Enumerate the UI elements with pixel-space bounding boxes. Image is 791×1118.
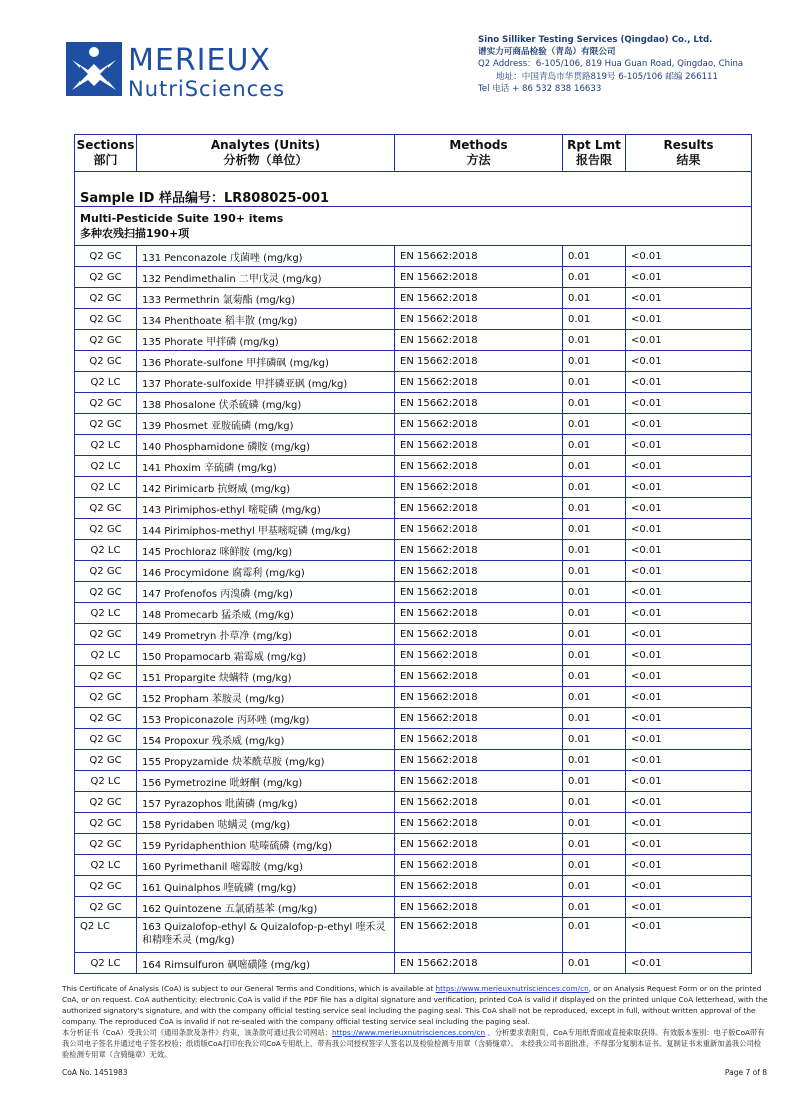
result-cell: <0.01: [626, 750, 752, 771]
table-row: [75, 645, 752, 666]
section-cell: Q2 LC: [75, 953, 137, 974]
table-row: [75, 288, 752, 309]
table-row: [75, 309, 752, 330]
table-row: [75, 750, 752, 771]
method-cell: EN 15662:2018: [395, 393, 563, 414]
section-cell: Q2 LC: [75, 435, 137, 456]
rpt-cell: 0.01: [563, 582, 626, 603]
method-cell: EN 15662:2018: [395, 288, 563, 309]
analyte-cell: 163 Quizalofop-ethyl & Quizalofop-p-ethyl 喹禾灵和精喹禾灵 (mg/kg): [137, 918, 395, 953]
analyte-cell: 132 Pendimethalin 二甲戊灵 (mg/kg): [137, 267, 395, 288]
table-row: [75, 393, 752, 414]
result-cell: <0.01: [626, 540, 752, 561]
method-cell: EN 15662:2018: [395, 561, 563, 582]
table-row: [75, 666, 752, 687]
analyte-cell: 134 Phenthoate 稻丰散 (mg/kg): [137, 309, 395, 330]
header-analytes: Analytes (Units) 分析物（单位）: [137, 135, 395, 172]
result-cell: <0.01: [626, 834, 752, 855]
analyte-cell: 137 Phorate-sulfoxide 甲拌磷亚砜 (mg/kg): [137, 372, 395, 393]
rpt-cell: 0.01: [563, 687, 626, 708]
result-cell: <0.01: [626, 792, 752, 813]
company-name-en: Sino Silliker Testing Services (Qingdao) Co., Ltd.: [478, 35, 713, 45]
rpt-cell: 0.01: [563, 498, 626, 519]
result-cell: <0.01: [626, 246, 752, 267]
table-row: [75, 456, 752, 477]
section-cell: Q2 LC: [75, 918, 137, 953]
section-cell: Q2 GC: [75, 330, 137, 351]
method-cell: EN 15662:2018: [395, 918, 563, 953]
disclaimer-cn-2: 、分析要求表附页、CoA专用纸背面或直接索取获得。有效版本鉴别：电子版CoA带有我公司电子签名并通过电子签名校验；纸质版CoA打印在我公司CoA专用纸上、带有我公司授权签字人签名以及检验检测专用章（含骑缝章）。 未经我公司书面批准，不得部分复制本证书。复制证书未重新加盖我公司检验检测专用章（含骑缝章）无效。: [62, 1028, 765, 1059]
method-cell: EN 15662:2018: [395, 953, 563, 974]
section-cell: Q2 LC: [75, 372, 137, 393]
table-row: [75, 414, 752, 435]
sample-id-row: [75, 172, 752, 207]
header-results: Results 结果: [626, 135, 752, 172]
table-row: [75, 876, 752, 897]
method-cell: EN 15662:2018: [395, 603, 563, 624]
section-cell: Q2 GC: [75, 309, 137, 330]
section-cell: Q2 LC: [75, 855, 137, 876]
terms-link-cn[interactable]: https://www.merieuxnutrisciences.com/cn: [331, 1028, 486, 1037]
coa-number: CoA No. 1451983: [62, 1068, 128, 1077]
result-cell: <0.01: [626, 624, 752, 645]
merieux-logo: [66, 40, 328, 100]
method-cell: EN 15662:2018: [395, 456, 563, 477]
table-row: [75, 953, 752, 974]
rpt-cell: 0.01: [563, 813, 626, 834]
result-cell: <0.01: [626, 666, 752, 687]
disclaimer-en-2: , or on Analysis Request Form or on the printed CoA, or on request. CoA authenticity: electronic CoA is valid if the PDF file has a digital signature and verification; printed CoA is valid if displayed on the printed unique CoA letterhead, with the authorized signatory's signature, and with the company official testing service seal including the paging seal. This CoA shall not be reproduced, except in full, without written approval of the company. The reproduced CoA is invalid if not re-sealed with the company official testing service seal including the paging seal.: [62, 984, 768, 1026]
method-cell: EN 15662:2018: [395, 771, 563, 792]
header-sections: Sections 部门: [75, 135, 137, 172]
analyte-cell: 149 Prometryn 扑草净 (mg/kg): [137, 624, 395, 645]
analyte-cell: 161 Quinalphos 喹硫磷 (mg/kg): [137, 876, 395, 897]
disclaimer-cn-1: 本分析证书（CoA）受我公司《通用条款及条件》约束，该条款可通过我公司网站：: [62, 1028, 332, 1037]
rpt-cell: 0.01: [563, 834, 626, 855]
table-row: [75, 834, 752, 855]
method-cell: EN 15662:2018: [395, 267, 563, 288]
method-cell: EN 15662:2018: [395, 666, 563, 687]
company-info: [478, 34, 778, 95]
rpt-cell: 0.01: [563, 267, 626, 288]
method-cell: EN 15662:2018: [395, 414, 563, 435]
method-cell: EN 15662:2018: [395, 372, 563, 393]
result-cell: <0.01: [626, 435, 752, 456]
section-cell: Q2 LC: [75, 456, 137, 477]
rpt-cell: 0.01: [563, 603, 626, 624]
section-cell: Q2 GC: [75, 876, 137, 897]
result-cell: <0.01: [626, 372, 752, 393]
rpt-cell: 0.01: [563, 792, 626, 813]
logo-text-nutrisciences: NutriSciences: [128, 77, 286, 100]
terms-link[interactable]: https://www.merieuxnutrisciences.com/cn: [435, 984, 589, 993]
rpt-cell: 0.01: [563, 729, 626, 750]
table-row: [75, 792, 752, 813]
table-row: [75, 897, 752, 918]
result-cell: <0.01: [626, 351, 752, 372]
section-cell: Q2 GC: [75, 624, 137, 645]
rpt-cell: 0.01: [563, 435, 626, 456]
table-row: [75, 603, 752, 624]
method-cell: EN 15662:2018: [395, 351, 563, 372]
rpt-cell: 0.01: [563, 540, 626, 561]
analyte-cell: 142 Pirimicarb 抗蚜威 (mg/kg): [137, 477, 395, 498]
table-row: [75, 708, 752, 729]
sample-id: Sample ID 样品编号：LR808025-001: [75, 172, 752, 207]
rpt-cell: 0.01: [563, 330, 626, 351]
method-cell: EN 15662:2018: [395, 855, 563, 876]
table-row: [75, 330, 752, 351]
method-cell: EN 15662:2018: [395, 624, 563, 645]
section-cell: Q2 GC: [75, 582, 137, 603]
result-cell: <0.01: [626, 330, 752, 351]
section-cell: Q2 GC: [75, 267, 137, 288]
suite-title: [75, 207, 752, 246]
analyte-cell: 138 Phosalone 伏杀硫磷 (mg/kg): [137, 393, 395, 414]
analyte-cell: 160 Pyrimethanil 嘧霉胺 (mg/kg): [137, 855, 395, 876]
logo-mark-icon: [66, 42, 122, 96]
analyte-cell: 147 Profenofos 丙溴磷 (mg/kg): [137, 582, 395, 603]
table-header-row: [75, 135, 752, 172]
rpt-cell: 0.01: [563, 372, 626, 393]
method-cell: EN 15662:2018: [395, 750, 563, 771]
rpt-cell: 0.01: [563, 771, 626, 792]
table-row: [75, 435, 752, 456]
company-tel: Tel 电话 + 86 532 838 16633: [478, 83, 602, 94]
rpt-cell: 0.01: [563, 414, 626, 435]
section-cell: Q2 GC: [75, 519, 137, 540]
company-name-cn: 谱实力可商品检验（青岛）有限公司: [478, 47, 616, 58]
result-cell: <0.01: [626, 456, 752, 477]
rpt-cell: 0.01: [563, 393, 626, 414]
result-cell: <0.01: [626, 813, 752, 834]
method-cell: EN 15662:2018: [395, 729, 563, 750]
method-cell: EN 15662:2018: [395, 687, 563, 708]
table-row: [75, 771, 752, 792]
section-cell: Q2 LC: [75, 603, 137, 624]
suite-row: [75, 207, 752, 246]
analyte-cell: 136 Phorate-sulfone 甲拌磷砜 (mg/kg): [137, 351, 395, 372]
analyte-cell: 150 Propamocarb 霜霉威 (mg/kg): [137, 645, 395, 666]
result-cell: <0.01: [626, 498, 752, 519]
analyte-cell: 156 Pymetrozine 吡蚜酮 (mg/kg): [137, 771, 395, 792]
suite-title-en: Multi-Pesticide Suite 190+ items: [80, 212, 284, 225]
table-row: [75, 813, 752, 834]
method-cell: EN 15662:2018: [395, 477, 563, 498]
result-cell: <0.01: [626, 953, 752, 974]
method-cell: EN 15662:2018: [395, 813, 563, 834]
analyte-cell: 157 Pyrazophos 吡菌磷 (mg/kg): [137, 792, 395, 813]
section-cell: Q2 LC: [75, 771, 137, 792]
result-cell: <0.01: [626, 897, 752, 918]
result-cell: <0.01: [626, 309, 752, 330]
section-cell: Q2 GC: [75, 666, 137, 687]
method-cell: EN 15662:2018: [395, 582, 563, 603]
result-cell: <0.01: [626, 687, 752, 708]
section-cell: Q2 GC: [75, 750, 137, 771]
section-cell: Q2 LC: [75, 645, 137, 666]
section-cell: Q2 GC: [75, 288, 137, 309]
section-cell: Q2 GC: [75, 414, 137, 435]
result-cell: <0.01: [626, 561, 752, 582]
table-row: [75, 351, 752, 372]
page-number: Page 7 of 8: [724, 1068, 767, 1077]
analyte-cell: 151 Propargite 炔螨特 (mg/kg): [137, 666, 395, 687]
analyte-cell: 146 Procymidone 腐霉利 (mg/kg): [137, 561, 395, 582]
rpt-cell: 0.01: [563, 953, 626, 974]
table-row: [75, 624, 752, 645]
table-row: [75, 519, 752, 540]
rpt-cell: 0.01: [563, 477, 626, 498]
rpt-cell: 0.01: [563, 876, 626, 897]
method-cell: EN 15662:2018: [395, 708, 563, 729]
analyte-cell: 135 Phorate 甲拌磷 (mg/kg): [137, 330, 395, 351]
rpt-cell: 0.01: [563, 561, 626, 582]
section-cell: Q2 GC: [75, 708, 137, 729]
method-cell: EN 15662:2018: [395, 498, 563, 519]
rpt-cell: 0.01: [563, 309, 626, 330]
analyte-cell: 145 Prochloraz 咪鲜胺 (mg/kg): [137, 540, 395, 561]
table-row: [75, 729, 752, 750]
header-methods: Methods 方法: [395, 135, 563, 172]
section-cell: Q2 GC: [75, 351, 137, 372]
table-row: [75, 540, 752, 561]
section-cell: Q2 GC: [75, 393, 137, 414]
result-cell: <0.01: [626, 876, 752, 897]
table-row: [75, 267, 752, 288]
analyte-cell: 164 Rimsulfuron 砜嘧磺隆 (mg/kg): [137, 953, 395, 974]
result-cell: <0.01: [626, 771, 752, 792]
method-cell: EN 15662:2018: [395, 309, 563, 330]
rpt-cell: 0.01: [563, 666, 626, 687]
result-cell: <0.01: [626, 393, 752, 414]
analyte-cell: 155 Propyzamide 炔苯酰草胺 (mg/kg): [137, 750, 395, 771]
section-cell: Q2 LC: [75, 477, 137, 498]
section-cell: Q2 GC: [75, 246, 137, 267]
method-cell: EN 15662:2018: [395, 792, 563, 813]
result-cell: <0.01: [626, 855, 752, 876]
results-table: [74, 134, 752, 974]
result-cell: <0.01: [626, 708, 752, 729]
rpt-cell: 0.01: [563, 708, 626, 729]
rpt-cell: 0.01: [563, 456, 626, 477]
rpt-cell: 0.01: [563, 855, 626, 876]
method-cell: EN 15662:2018: [395, 540, 563, 561]
rpt-cell: 0.01: [563, 897, 626, 918]
method-cell: EN 15662:2018: [395, 897, 563, 918]
result-cell: <0.01: [626, 477, 752, 498]
analyte-cell: 152 Propham 苯胺灵 (mg/kg): [137, 687, 395, 708]
result-cell: <0.01: [626, 288, 752, 309]
disclaimer-en-1: This Certificate of Analysis (CoA) is subject to our General Terms and Conditions, which is available at: [62, 984, 436, 993]
rpt-cell: 0.01: [563, 624, 626, 645]
rpt-cell: 0.01: [563, 519, 626, 540]
logo-text-merieux: MERIEUX: [128, 43, 271, 78]
section-cell: Q2 GC: [75, 729, 137, 750]
analyte-cell: 162 Quintozene 五氯硝基苯 (mg/kg): [137, 897, 395, 918]
method-cell: EN 15662:2018: [395, 435, 563, 456]
suite-title-cn: 多种农残扫描190+项: [80, 227, 190, 240]
table-row: [75, 918, 752, 953]
section-cell: Q2 GC: [75, 792, 137, 813]
result-cell: <0.01: [626, 603, 752, 624]
header-rpt-lmt: Rpt Lmt 报告限: [563, 135, 626, 172]
result-cell: <0.01: [626, 918, 752, 953]
analyte-cell: 159 Pyridaphenthion 哒嗪硫磷 (mg/kg): [137, 834, 395, 855]
result-cell: <0.01: [626, 519, 752, 540]
analyte-cell: 153 Propiconazole 丙环唑 (mg/kg): [137, 708, 395, 729]
table-row: [75, 561, 752, 582]
analyte-cell: 139 Phosmet 亚胺硫磷 (mg/kg): [137, 414, 395, 435]
table-row: [75, 477, 752, 498]
section-cell: Q2 GC: [75, 897, 137, 918]
table-row: [75, 372, 752, 393]
rpt-cell: 0.01: [563, 351, 626, 372]
table-row: [75, 498, 752, 519]
section-cell: Q2 GC: [75, 561, 137, 582]
analyte-cell: 131 Penconazole 戊菌唑 (mg/kg): [137, 246, 395, 267]
analyte-cell: 140 Phosphamidone 磷胺 (mg/kg): [137, 435, 395, 456]
rpt-cell: 0.01: [563, 918, 626, 953]
result-cell: <0.01: [626, 645, 752, 666]
company-address-cn: 地址：中国青岛市华贯路819号 6-105/106 邮编 266111: [496, 71, 718, 82]
analyte-cell: 148 Promecarb 猛杀威 (mg/kg): [137, 603, 395, 624]
method-cell: EN 15662:2018: [395, 246, 563, 267]
method-cell: EN 15662:2018: [395, 519, 563, 540]
rpt-cell: 0.01: [563, 645, 626, 666]
method-cell: EN 15662:2018: [395, 645, 563, 666]
disclaimer: [62, 983, 768, 1060]
result-cell: <0.01: [626, 414, 752, 435]
analyte-cell: 133 Permethrin 氯菊酯 (mg/kg): [137, 288, 395, 309]
section-cell: Q2 GC: [75, 498, 137, 519]
table-row: [75, 687, 752, 708]
result-cell: <0.01: [626, 267, 752, 288]
result-cell: <0.01: [626, 582, 752, 603]
section-cell: Q2 GC: [75, 813, 137, 834]
method-cell: EN 15662:2018: [395, 330, 563, 351]
section-cell: Q2 GC: [75, 834, 137, 855]
analyte-cell: 143 Pirimiphos-ethyl 嘧啶磷 (mg/kg): [137, 498, 395, 519]
analyte-cell: 141 Phoxim 辛硫磷 (mg/kg): [137, 456, 395, 477]
result-cell: <0.01: [626, 729, 752, 750]
analyte-cell: 154 Propoxur 残杀威 (mg/kg): [137, 729, 395, 750]
rpt-cell: 0.01: [563, 246, 626, 267]
section-cell: Q2 LC: [75, 540, 137, 561]
section-cell: Q2 GC: [75, 687, 137, 708]
analyte-cell: 158 Pyridaben 哒螨灵 (mg/kg): [137, 813, 395, 834]
company-address-en: Q2 Address：6-105/106, 819 Hua Guan Road, Qingdao, China: [478, 59, 744, 70]
rpt-cell: 0.01: [563, 288, 626, 309]
table-row: [75, 855, 752, 876]
method-cell: EN 15662:2018: [395, 876, 563, 897]
method-cell: EN 15662:2018: [395, 834, 563, 855]
rpt-cell: 0.01: [563, 750, 626, 771]
table-row: [75, 246, 752, 267]
analyte-cell: 144 Pirimiphos-methyl 甲基嘧啶磷 (mg/kg): [137, 519, 395, 540]
table-row: [75, 582, 752, 603]
